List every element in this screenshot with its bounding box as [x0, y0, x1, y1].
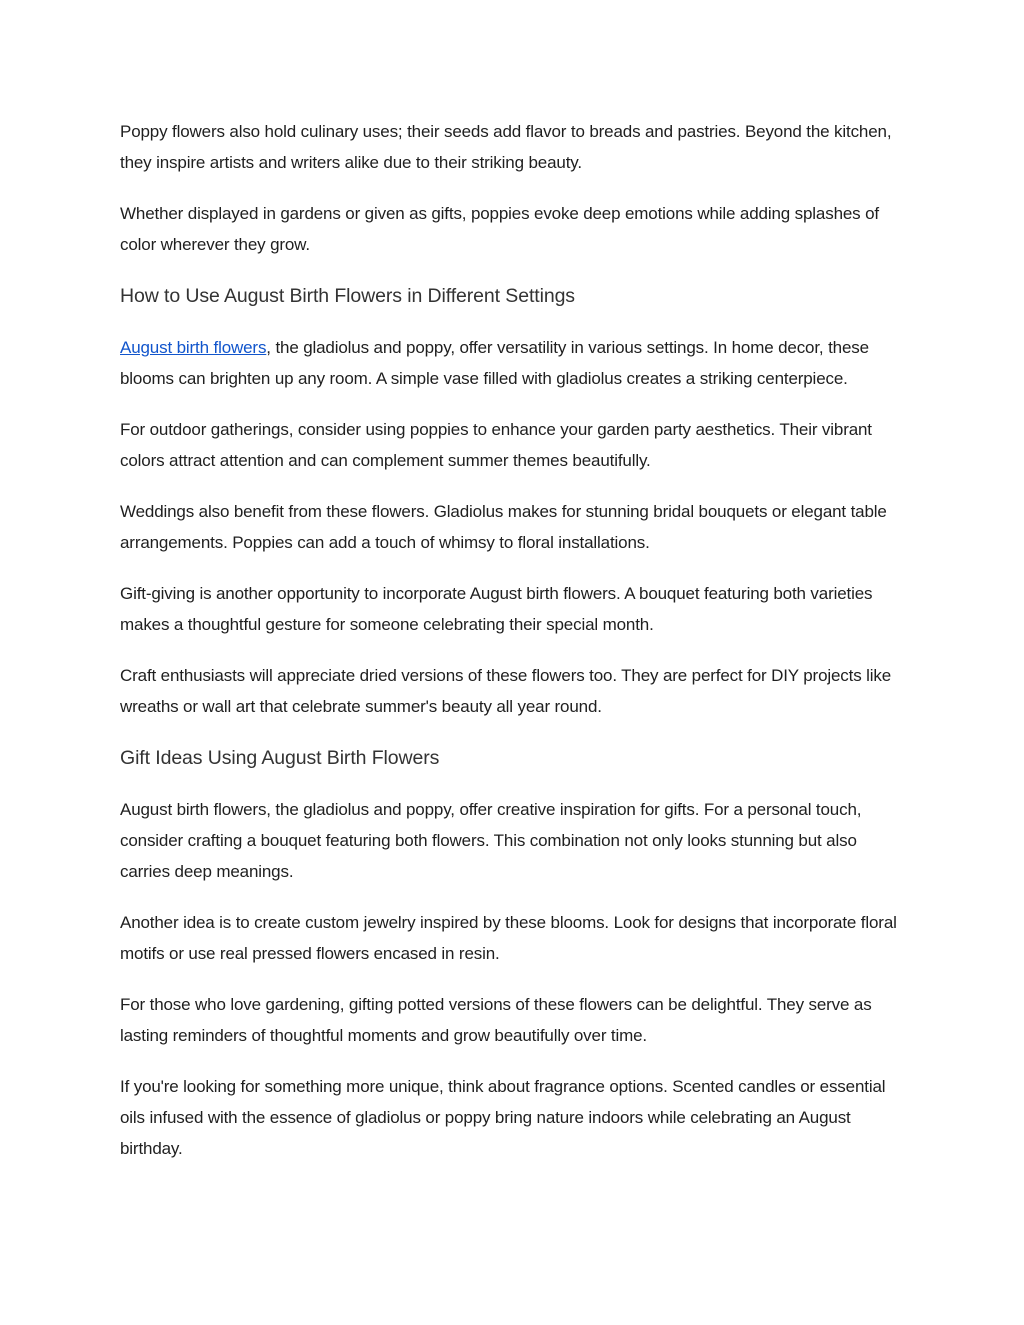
paragraph-gift-giving: Gift-giving is another opportunity to incorporate August birth flowers. A bouquet featuring both varieties makes a thoughtful gesture for someone celebrating their special month. [120, 584, 873, 634]
paragraph-gardening: For those who love gardening, gifting potted versions of these flowers can be delightful. They serve as lasting reminders of thoughtful moments and grow beautifully over time. [120, 995, 872, 1045]
paragraph-poppy-emotions: Whether displayed in gardens or given as gifts, poppies evoke deep emotions while adding splashes of color wherever they grow. [120, 204, 879, 254]
document-page [120, 116, 910, 1184]
heading-different-settings: How to Use August Birth Flowers in Different Settings [120, 285, 575, 307]
paragraph-weddings: Weddings also benefit from these flowers. Gladiolus makes for stunning bridal bouquets or elegant table arrangements. Poppies can add a touch of whimsy to floral installations. [120, 502, 887, 552]
paragraph-bouquet-gift: August birth flowers, the gladiolus and poppy, offer creative inspiration for gifts. For a personal touch, consider crafting a bouquet featuring both flowers. This combination not only looks stunning but also carries deep meanings. [120, 800, 862, 881]
paragraph-home-decor-text: , the gladiolus and poppy, offer versatility in various settings. In home decor, these blooms can brighten up any room. A simple vase filled with gladiolus creates a striking centerpiece. [120, 338, 869, 388]
paragraph-jewelry: Another idea is to create custom jewelry inspired by these blooms. Look for designs that incorporate floral motifs or use real pressed flowers encased in resin. [120, 913, 897, 963]
paragraph-craft: Craft enthusiasts will appreciate dried versions of these flowers too. They are perfect for DIY projects like wreaths or wall art that celebrate summer's beauty all year round. [120, 666, 892, 716]
paragraph-home-decor [120, 332, 910, 394]
paragraph-poppy-culinary: Poppy flowers also hold culinary uses; their seeds add flavor to breads and pastries. Beyond the kitchen, they inspire artists and writers alike due to their striking beauty. [120, 122, 892, 172]
paragraph-fragrance: If you're looking for something more unique, think about fragrance options. Scented candles or essential oils infused with the essence of gladiolus or poppy bring nature indoors while celebrating an August birthday. [120, 1077, 886, 1158]
august-birth-flowers-link[interactable]: August birth flowers [120, 338, 267, 357]
paragraph-outdoor-gatherings: For outdoor gatherings, consider using poppies to enhance your garden party aesthetics. Their vibrant colors attract attention and can complement summer themes beautifully. [120, 420, 872, 470]
heading-gift-ideas: Gift Ideas Using August Birth Flowers [120, 747, 440, 769]
